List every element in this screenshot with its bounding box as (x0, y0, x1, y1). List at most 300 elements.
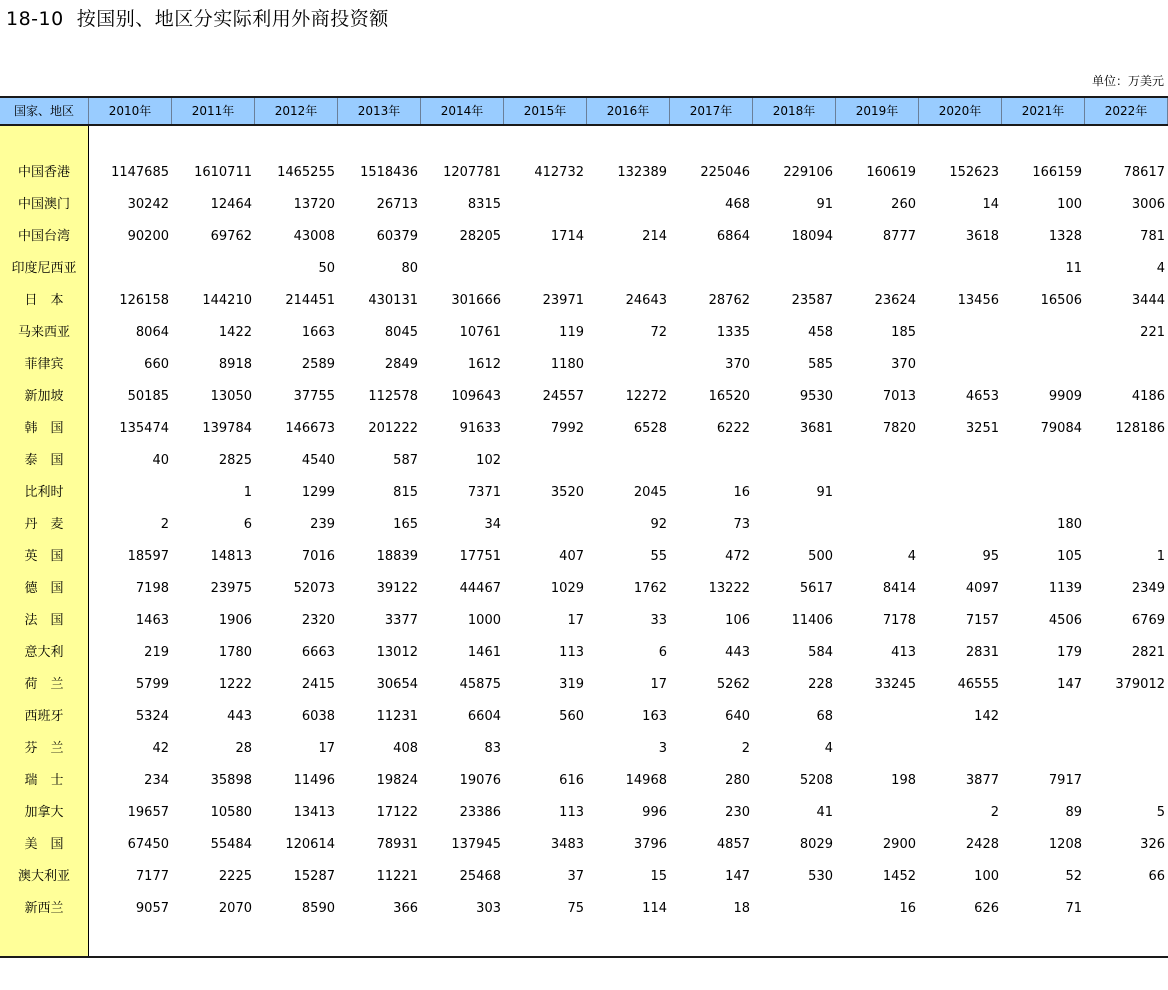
table-cell: 407 (559, 549, 584, 564)
table-cell: 24557 (542, 389, 584, 404)
table-cell: 443 (227, 709, 252, 724)
table-cell: 2320 (301, 613, 335, 628)
table-cell: 137945 (451, 837, 501, 852)
table-cell: 8918 (218, 357, 252, 372)
table-cell: 616 (559, 773, 584, 788)
table-cell (1085, 445, 1168, 477)
table-cell: 14968 (625, 773, 667, 788)
table-cell: 24643 (625, 293, 667, 308)
table-cell: 147 (725, 869, 750, 884)
table-cell (919, 445, 1002, 477)
table-cell: 9909 (1048, 389, 1082, 404)
table-cell: 221 (1140, 325, 1165, 340)
table-cell (919, 317, 1002, 349)
table-cell (504, 445, 587, 477)
table-cell: 2 (160, 517, 169, 532)
table-cell: 55 (650, 549, 667, 564)
table-cell: 8045 (384, 325, 418, 340)
table-cell: 45875 (459, 677, 501, 692)
table-cell: 19657 (127, 805, 169, 820)
table-cell: 8777 (882, 229, 916, 244)
table-cell: 6 (658, 645, 667, 660)
table-cell (836, 797, 919, 829)
table-cell: 1610711 (194, 165, 252, 180)
table-cell: 14813 (210, 549, 252, 564)
table-cell: 17 (567, 613, 584, 628)
table-cell: 1463 (135, 613, 169, 628)
table-cell: 660 (144, 357, 169, 372)
table-cell: 2 (990, 805, 999, 820)
table-cell: 78617 (1123, 165, 1165, 180)
table-cell: 135474 (119, 421, 169, 436)
table-cell (587, 445, 670, 477)
table-cell (504, 509, 587, 541)
table-cell (670, 253, 753, 285)
table-cell: 201222 (368, 421, 418, 436)
row-country-name: 马来西亚 (17, 325, 70, 340)
table-row (0, 669, 1168, 701)
table-cell: 75 (567, 901, 584, 916)
table-cell: 219 (144, 645, 169, 660)
table-cell: 214 (642, 229, 667, 244)
table-cell (919, 349, 1002, 381)
table-cell: 584 (808, 645, 833, 660)
table-cell (836, 445, 919, 477)
table-row (0, 637, 1168, 669)
table-cell: 39122 (376, 581, 418, 596)
table-cell (919, 509, 1002, 541)
table-cell (836, 701, 919, 733)
table-row (0, 157, 1168, 189)
row-country-name: 中国台湾 (17, 229, 70, 244)
header-year: 2020年 (919, 98, 1002, 124)
table-cell: 319 (559, 677, 584, 692)
table-cell: 18597 (127, 549, 169, 564)
table-cell (89, 253, 172, 285)
table-cell (1085, 765, 1168, 797)
table-cell: 33245 (874, 677, 916, 692)
table-cell: 78931 (376, 837, 418, 852)
table-cell: 198 (891, 773, 916, 788)
table-cell: 2831 (965, 645, 999, 660)
table-cell (753, 253, 836, 285)
table-cell: 2428 (965, 837, 999, 852)
table-cell: 3618 (965, 229, 999, 244)
header-year: 2017年 (670, 98, 753, 124)
row-country-name: 芬 兰 (24, 741, 64, 756)
table-cell: 5 (1156, 805, 1165, 820)
table-cell: 8315 (467, 197, 501, 212)
table-cell: 165 (393, 517, 418, 532)
table-cell: 41 (816, 805, 833, 820)
table-cell: 179 (1057, 645, 1082, 660)
table-cell: 34 (484, 517, 501, 532)
table-cell (753, 509, 836, 541)
table-cell (670, 445, 753, 477)
table-cell: 1147685 (111, 165, 169, 180)
table-cell: 370 (725, 357, 750, 372)
table-cell (836, 477, 919, 509)
table-cell: 996 (642, 805, 667, 820)
table-cell: 128186 (1115, 421, 1165, 436)
table-cell: 144210 (202, 293, 252, 308)
table-cell: 17751 (459, 549, 501, 564)
header-year: 2010年 (89, 98, 172, 124)
table-cell: 3444 (1131, 293, 1165, 308)
row-country-name: 日 本 (24, 293, 64, 308)
table-cell: 160619 (866, 165, 916, 180)
table-cell: 119 (559, 325, 584, 340)
row-country-name: 菲律宾 (24, 357, 64, 372)
table-row (0, 829, 1168, 861)
row-country-name: 丹 麦 (24, 517, 64, 532)
table-cell: 18094 (791, 229, 833, 244)
table-cell: 17122 (376, 805, 418, 820)
table-cell: 1139 (1048, 581, 1082, 596)
table-cell: 3 (658, 741, 667, 756)
table-cell: 7157 (965, 613, 999, 628)
table-cell: 37 (567, 869, 584, 884)
table-cell: 9530 (799, 389, 833, 404)
table-cell: 7016 (301, 549, 335, 564)
table-cell: 37755 (293, 389, 335, 404)
table-cell: 3796 (633, 837, 667, 852)
table-cell: 500 (808, 549, 833, 564)
table-cell: 6864 (716, 229, 750, 244)
table-cell: 239 (310, 517, 335, 532)
table-row (0, 573, 1168, 605)
table-cell (919, 477, 1002, 509)
table-cell: 7013 (882, 389, 916, 404)
table-cell: 2070 (218, 901, 252, 916)
table-cell: 69762 (210, 229, 252, 244)
table-cell: 91633 (459, 421, 501, 436)
table-cell: 13720 (293, 197, 335, 212)
table-cell: 8064 (135, 325, 169, 340)
table-cell: 30654 (376, 677, 418, 692)
table-cell: 443 (725, 645, 750, 660)
table-cell: 15287 (293, 869, 335, 884)
table-row (0, 861, 1168, 893)
table-cell: 23587 (791, 293, 833, 308)
table-cell: 1000 (467, 613, 501, 628)
table-cell: 55484 (210, 837, 252, 852)
table-cell (1002, 701, 1085, 733)
table-cell: 225046 (700, 165, 750, 180)
table-cell (836, 509, 919, 541)
table-cell: 17 (318, 741, 335, 756)
table-cell (1002, 445, 1085, 477)
table-cell: 180 (1057, 517, 1082, 532)
table-cell: 67450 (127, 837, 169, 852)
table-cell: 8414 (882, 581, 916, 596)
table-cell: 10761 (459, 325, 501, 340)
table-cell: 4 (824, 741, 833, 756)
table-cell (919, 253, 1002, 285)
table-cell: 2225 (218, 869, 252, 884)
table-cell: 366 (393, 901, 418, 916)
table-cell: 40 (152, 453, 169, 468)
table-cell: 50185 (127, 389, 169, 404)
table-cell: 1762 (633, 581, 667, 596)
table-cell: 126158 (119, 293, 169, 308)
table-cell: 781 (1140, 229, 1165, 244)
table-cell: 28 (235, 741, 252, 756)
table-cell (1085, 893, 1168, 925)
table-cell: 1335 (716, 325, 750, 340)
table-cell: 1612 (467, 357, 501, 372)
table-cell (836, 733, 919, 765)
row-country-name: 比利时 (24, 485, 64, 500)
table-bottom-border (0, 956, 1168, 958)
table-cell: 412732 (534, 165, 584, 180)
table-cell: 66 (1148, 869, 1165, 884)
row-country-name: 瑞 士 (24, 773, 64, 788)
row-country-name: 美 国 (24, 837, 64, 852)
table-cell: 71 (1065, 901, 1082, 916)
table-cell: 23975 (210, 581, 252, 596)
table-cell: 1222 (218, 677, 252, 692)
table-cell: 89 (1065, 805, 1082, 820)
table-row (0, 893, 1168, 925)
table-cell: 229106 (783, 165, 833, 180)
row-country-name: 中国香港 (17, 165, 70, 180)
table-cell: 90200 (127, 229, 169, 244)
table-row (0, 221, 1168, 253)
table-cell: 4540 (301, 453, 335, 468)
row-country-name: 荷 兰 (24, 677, 64, 692)
table-cell: 18839 (376, 549, 418, 564)
row-country-name: 印度尼西亚 (11, 261, 77, 276)
table-cell: 7178 (882, 613, 916, 628)
header-year: 2014年 (421, 98, 504, 124)
table-cell: 1714 (550, 229, 584, 244)
table-cell: 23624 (874, 293, 916, 308)
table-cell (1002, 733, 1085, 765)
table-cell: 113 (559, 645, 584, 660)
table-cell: 560 (559, 709, 584, 724)
table-cell: 13012 (376, 645, 418, 660)
table-cell: 2415 (301, 677, 335, 692)
row-country-name: 新加坡 (24, 389, 64, 404)
table-cell: 13050 (210, 389, 252, 404)
header-year: 2012年 (255, 98, 338, 124)
table-cell: 4857 (716, 837, 750, 852)
table-cell: 303 (476, 901, 501, 916)
table-row (0, 317, 1168, 349)
table-cell (504, 733, 587, 765)
header-country-region: 国家、地区 (0, 98, 89, 124)
table-cell: 79084 (1040, 421, 1082, 436)
table-cell: 6222 (716, 421, 750, 436)
table-cell: 2821 (1131, 645, 1165, 660)
table-cell: 28205 (459, 229, 501, 244)
table-cell: 73 (733, 517, 750, 532)
table-cell: 5617 (799, 581, 833, 596)
table-cell: 3520 (550, 485, 584, 500)
table-cell: 3483 (550, 837, 584, 852)
table-cell: 11231 (376, 709, 418, 724)
table-cell: 16 (733, 485, 750, 500)
table-cell: 11221 (376, 869, 418, 884)
table-cell: 46555 (957, 677, 999, 692)
table-cell: 7917 (1048, 773, 1082, 788)
table-cell: 4506 (1048, 613, 1082, 628)
table-cell: 1663 (301, 325, 335, 340)
table-row (0, 445, 1168, 477)
table-cell: 42 (152, 741, 169, 756)
table-cell: 16520 (708, 389, 750, 404)
table-cell: 80 (401, 261, 418, 276)
table-cell: 1461 (467, 645, 501, 660)
table-cell (1002, 349, 1085, 381)
table-cell: 1207781 (443, 165, 501, 180)
table-cell (753, 445, 836, 477)
table-cell: 6769 (1131, 613, 1165, 628)
table-cell: 379012 (1115, 677, 1165, 692)
table-cell: 6038 (301, 709, 335, 724)
table-cell (1085, 349, 1168, 381)
row-country-name: 新西兰 (24, 901, 64, 916)
row-country-name: 英 国 (24, 549, 64, 564)
table-cell: 166159 (1032, 165, 1082, 180)
table-cell (1002, 317, 1085, 349)
header-year: 2022年 (1085, 98, 1168, 124)
table-cell: 12272 (625, 389, 667, 404)
table-cell (1085, 733, 1168, 765)
table-cell: 113 (559, 805, 584, 820)
header-year: 2019年 (836, 98, 919, 124)
table-cell (587, 189, 670, 221)
table-cell: 6663 (301, 645, 335, 660)
table-cell (753, 893, 836, 925)
table-cell: 25468 (459, 869, 501, 884)
table-cell: 12464 (210, 197, 252, 212)
table-cell: 6528 (633, 421, 667, 436)
table-cell: 2 (741, 741, 750, 756)
table-cell: 11496 (293, 773, 335, 788)
table-cell: 1328 (1048, 229, 1082, 244)
table-cell: 23386 (459, 805, 501, 820)
table-cell: 4 (1156, 261, 1165, 276)
table-row (0, 477, 1168, 509)
table-cell: 7177 (135, 869, 169, 884)
table-cell: 120614 (285, 837, 335, 852)
table-cell (1002, 477, 1085, 509)
table-cell (421, 253, 504, 285)
table-cell: 626 (974, 901, 999, 916)
table-cell: 18 (733, 901, 750, 916)
table-cell (1085, 701, 1168, 733)
table-cell: 100 (1057, 197, 1082, 212)
row-country-name: 法 国 (24, 613, 64, 628)
table-cell: 260 (891, 197, 916, 212)
table-cell: 112578 (368, 389, 418, 404)
table-row (0, 381, 1168, 413)
table-cell: 7198 (135, 581, 169, 596)
table-header (0, 96, 1168, 126)
page-title: 18-10 按国别、地区分实际利用外商投资额 (6, 8, 389, 30)
table-cell: 60379 (376, 229, 418, 244)
table-cell: 114 (642, 901, 667, 916)
table-cell: 4186 (1131, 389, 1165, 404)
header-year: 2021年 (1002, 98, 1085, 124)
table-cell: 301666 (451, 293, 501, 308)
table-cell: 280 (725, 773, 750, 788)
table-cell: 5324 (135, 709, 169, 724)
table-cell: 1518436 (360, 165, 418, 180)
row-country-name: 加拿大 (24, 805, 64, 820)
table-cell: 44467 (459, 581, 501, 596)
table-row (0, 797, 1168, 829)
table-cell: 370 (891, 357, 916, 372)
table-cell: 163 (642, 709, 667, 724)
table-cell: 142 (974, 709, 999, 724)
table-cell: 10580 (210, 805, 252, 820)
table-cell: 9057 (135, 901, 169, 916)
table-cell: 14 (982, 197, 999, 212)
table-cell: 43008 (293, 229, 335, 244)
table-cell: 2589 (301, 357, 335, 372)
table-cell: 68 (816, 709, 833, 724)
table-row (0, 733, 1168, 765)
table-cell: 13222 (708, 581, 750, 596)
table-cell: 1 (1156, 549, 1165, 564)
table-cell: 102 (476, 453, 501, 468)
table-cell: 1208 (1048, 837, 1082, 852)
table-cell: 23971 (542, 293, 584, 308)
header-year: 2016年 (587, 98, 670, 124)
table-cell: 147 (1057, 677, 1082, 692)
table-cell: 91 (816, 485, 833, 500)
table-cell: 228 (808, 677, 833, 692)
table-cell: 458 (808, 325, 833, 340)
table-cell: 19076 (459, 773, 501, 788)
table-cell: 8590 (301, 901, 335, 916)
table-cell: 92 (650, 517, 667, 532)
table-cell: 28762 (708, 293, 750, 308)
table-cell: 52073 (293, 581, 335, 596)
table-cell: 1299 (301, 485, 335, 500)
table-cell: 3251 (965, 421, 999, 436)
header-year: 2013年 (338, 98, 421, 124)
row-country-name: 意大利 (24, 645, 64, 660)
table-cell: 530 (808, 869, 833, 884)
table-cell: 185 (891, 325, 916, 340)
table-cell: 16 (899, 901, 916, 916)
table-cell: 2045 (633, 485, 667, 500)
table-cell: 83 (484, 741, 501, 756)
table-cell: 106 (725, 613, 750, 628)
table-cell: 3006 (1131, 197, 1165, 212)
table-cell: 33 (650, 613, 667, 628)
table-row (0, 509, 1168, 541)
table-cell: 640 (725, 709, 750, 724)
table-cell: 19824 (376, 773, 418, 788)
table-cell: 4 (907, 549, 916, 564)
table-cell (836, 253, 919, 285)
table-cell: 326 (1140, 837, 1165, 852)
table-cell: 5262 (716, 677, 750, 692)
table-row (0, 253, 1168, 285)
table-cell: 1029 (550, 581, 584, 596)
table-cell: 13456 (957, 293, 999, 308)
table-cell: 105 (1057, 549, 1082, 564)
table-cell: 152623 (949, 165, 999, 180)
table-cell: 1452 (882, 869, 916, 884)
table-cell: 15 (650, 869, 667, 884)
table-cell: 1906 (218, 613, 252, 628)
